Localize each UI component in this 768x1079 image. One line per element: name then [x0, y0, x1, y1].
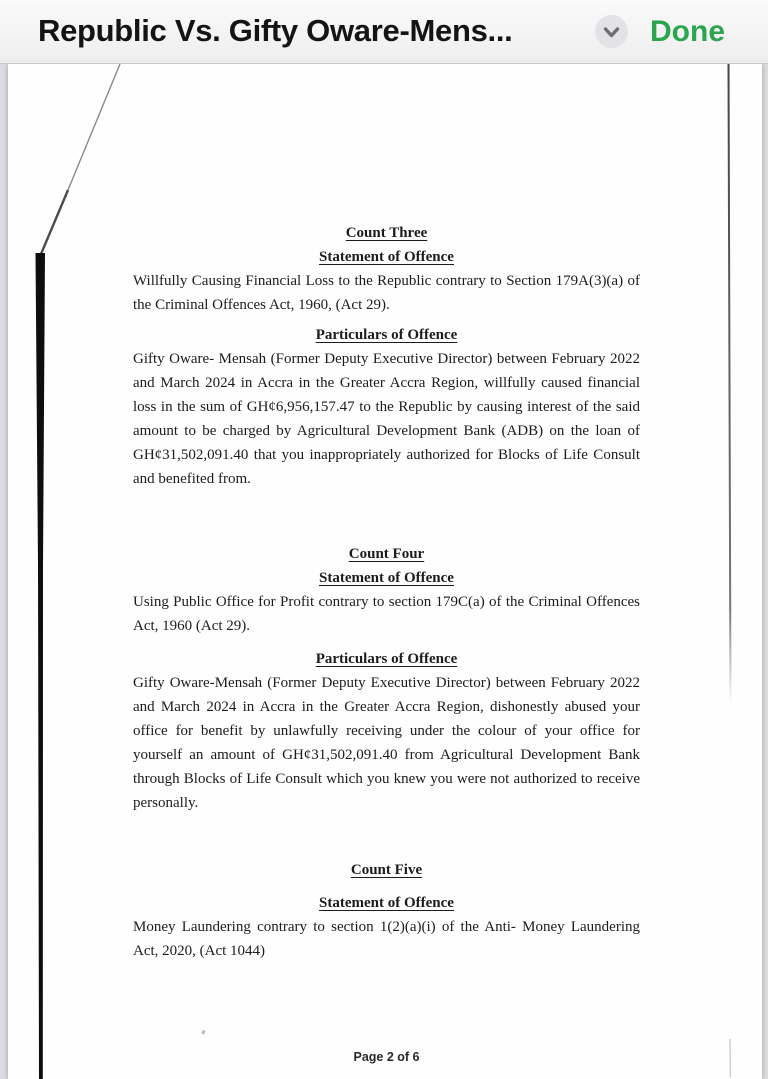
count-three-heading: Count Three: [345, 225, 428, 241]
document-body: [8, 64, 762, 1079]
count-three-statement-text: Willfully Causing Financial Loss to the Republic contrary to Section 179A(3)(a) of the Criminal Offences Act, 1960, (Act 29).: [133, 273, 640, 313]
count-five-statement-text: Money Laundering contrary to section 1(2)(a)(i) of the Anti- Money Laundering Act, 2020, (Act 1044): [133, 919, 640, 959]
count-four-statement-text: Using Public Office for Profit contrary to section 179C(a) of the Criminal Offences Act, 1960 (Act 29).: [133, 594, 640, 634]
document-page: [8, 64, 762, 1079]
count-four-statement-heading: Statement of Offence: [319, 570, 454, 586]
count-five-heading: Count Five: [350, 862, 423, 878]
count-three-particulars-text: Gifty Oware- Mensah (Former Deputy Executive Director) between February 2022 and March 2024 in Accra in the Greater Accra Region, willfully caused financial loss in the sum of GH¢6,956,157.47 to the Republic by causing interest of the said amount to be charged by Agricultural Development Bank (ADB) on the loan of GH¢31,502,091.40 that you inappropriately authorized for Blocks of Life Consult and benefited from.: [133, 351, 640, 487]
title-dropdown-button[interactable]: [595, 15, 628, 48]
count-four-particulars-heading: Particulars of Offence: [315, 651, 458, 667]
done-button[interactable]: Done: [650, 0, 725, 64]
count-four-particulars-text: Gifty Oware-Mensah (Former Deputy Executive Director) between February 2022 and March 2024 in Accra in the Greater Accra Region, dishonestly abused your office for benefit by unlawfully receiving under the colour of your office for yourself an amount of GH¢31,502,091.40 from Agricultural Development Bank through Blocks of Life Consult which you knew you were not authorized to receive personally.: [133, 675, 640, 811]
count-three-particulars-heading: Particulars of Offence: [315, 327, 458, 343]
count-four-heading: Count Four: [348, 546, 425, 562]
chevron-down-icon: [595, 15, 628, 48]
toolbar: [0, 0, 768, 64]
document-title: Republic Vs. Gifty Oware-Mens...: [38, 13, 513, 48]
page-number: Page 2 of 6: [353, 1050, 420, 1064]
count-five-statement-heading: Statement of Offence: [319, 895, 454, 911]
count-three-statement-heading: Statement of Offence: [319, 249, 454, 265]
document-scroll-area[interactable]: [0, 64, 768, 1079]
